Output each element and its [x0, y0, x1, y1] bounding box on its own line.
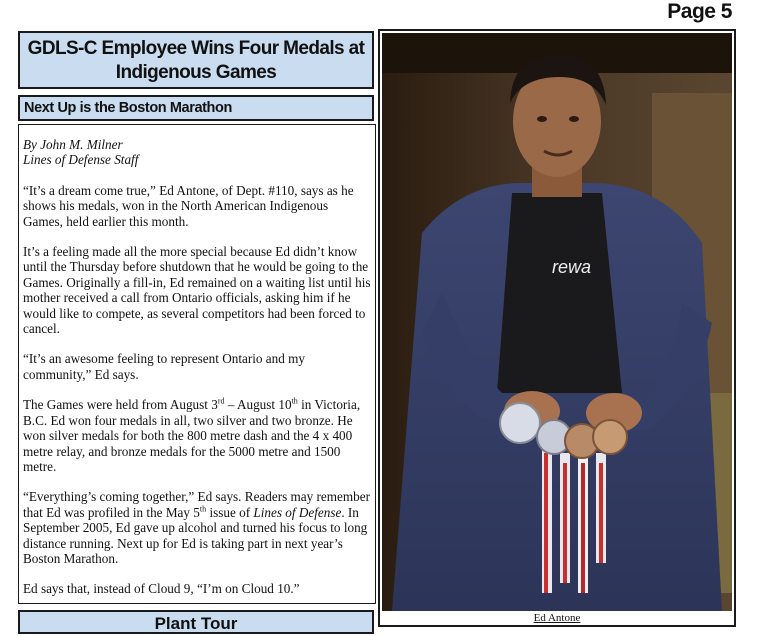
p5-text-a: “Everything’s coming together,” Ed says. Readers may remember that Ed was profiled in the May 5	[23, 489, 370, 520]
paragraph-3: “It’s an awesome feeling to represent Ontario and my community,” Ed says.	[23, 351, 305, 382]
p5-text-b: issue of	[206, 504, 254, 520]
shirt-lettering: rewa	[552, 257, 592, 277]
paragraph-5	[23, 489, 371, 566]
next-section-heading: Plant Tour	[18, 610, 374, 634]
right-eye	[569, 116, 579, 122]
p4-text-c: in Victoria, B.C. Ed won four medals in all, two silver and two bronze. He won silver medals for both the 800 metre dash and the 4 x 400 metre relay, and bronze medals for the 5000 metre and 1500 metre.	[23, 397, 361, 474]
paragraph-2: It’s a feeling made all the more special because Ed didn’t know until the Thursday before shutdown that he would be going to the Games. Originally a fill-in, Ed remained on a waiting list until his mother received a call from Ontario officials, asking him if he would like to compete, as several competitors had been forced to cancel.	[23, 244, 371, 337]
left-eye	[537, 116, 547, 122]
silver-medal-1	[500, 403, 540, 443]
p4-text-a: The Games were held from August 3	[23, 397, 218, 413]
photo-caption: Ed Antone	[533, 612, 581, 624]
subheadline: Next Up is the Boston Marathon	[18, 95, 374, 121]
headline-line-2: Indigenous Games	[115, 62, 277, 83]
byline	[23, 137, 371, 168]
p4-sup-2: th	[291, 396, 298, 406]
headline	[18, 31, 374, 89]
paragraph-6: Ed says that, instead of Cloud 9, “I’m on Cloud 10.”	[23, 581, 300, 597]
photo-frame	[378, 29, 736, 627]
page-number: Page 5	[667, 0, 732, 23]
byline-role: Lines of Defense Staff	[23, 152, 139, 168]
black-shirt	[497, 193, 622, 393]
p5-publication-title: Lines of Defense	[253, 504, 342, 520]
paragraph-1: “It’s a dream come true,” Ed Antone, of Dept. #110, says as he shows his medals, won in the North American Indigenous Games, held earlier this month.	[23, 182, 354, 229]
p5-sup: th	[199, 504, 207, 514]
bronze-medal-2	[593, 420, 627, 454]
p4-text-b: – August 10	[224, 397, 292, 413]
p4-sup-1: rd	[217, 396, 225, 406]
athlete-photo	[382, 33, 732, 611]
athlete-photo-illustration	[382, 33, 732, 611]
article-body	[18, 124, 376, 604]
p5-text-c: . In September 2005, Ed gave up alcohol and turned his focus to long distance running. Next up for Ed is taking part in next year’s Boston Marathon.	[23, 504, 368, 566]
paragraph-4	[23, 397, 371, 474]
headline-line-1: GDLS-C Employee Wins Four Medals at	[27, 38, 365, 59]
byline-author: By John M. Milner	[23, 137, 123, 152]
